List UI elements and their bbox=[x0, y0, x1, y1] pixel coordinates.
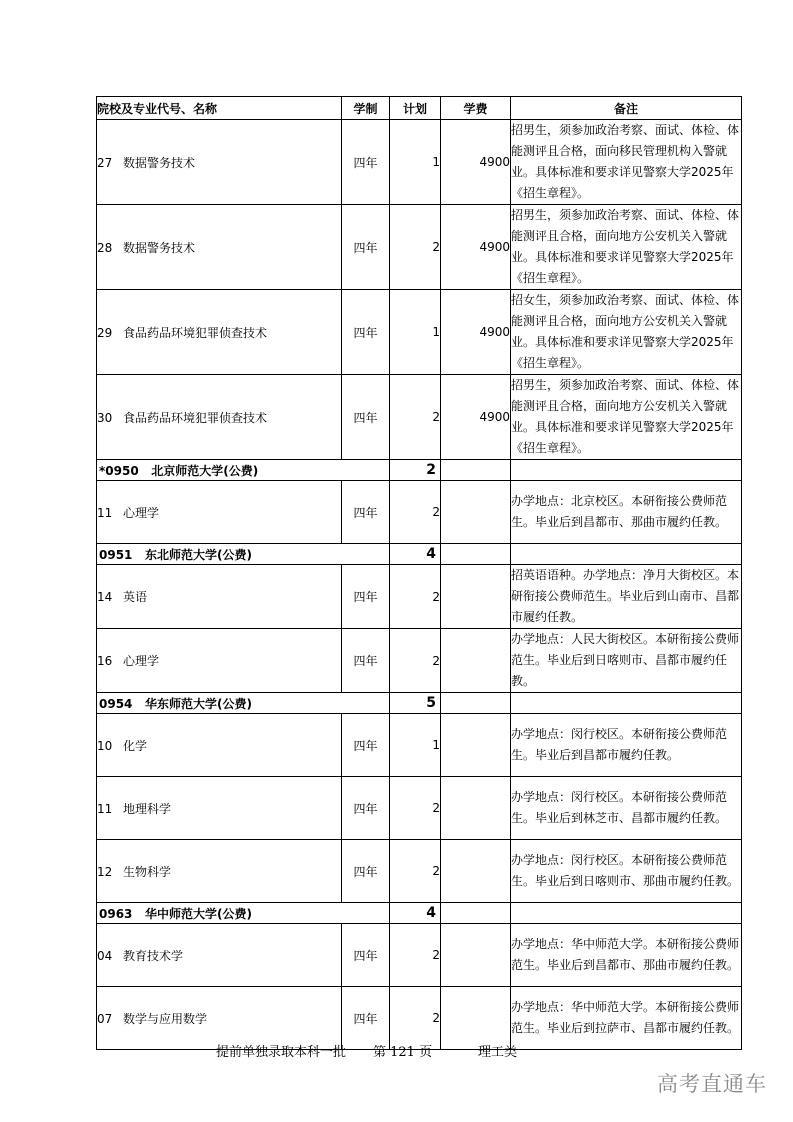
watermark: 高考直通车 bbox=[657, 1072, 767, 1096]
school-plan: 4 bbox=[390, 903, 441, 924]
years-cell: 四年 bbox=[342, 629, 390, 693]
major-name: 化学 bbox=[123, 738, 148, 753]
fee-cell: 4900 bbox=[441, 375, 511, 460]
plan-cell: 2 bbox=[390, 629, 441, 693]
school-code: 0963 bbox=[99, 906, 133, 921]
plan-cell: 2 bbox=[390, 987, 441, 1050]
table-row bbox=[97, 565, 742, 629]
school-name bbox=[97, 460, 390, 481]
header-years: 学制 bbox=[342, 97, 390, 120]
major-cell bbox=[97, 290, 342, 375]
major-code: 11 bbox=[97, 801, 113, 816]
school-title: 华中师范大学(公费) bbox=[144, 906, 252, 921]
major-name: 心理学 bbox=[123, 654, 160, 668]
years-cell: 四年 bbox=[342, 375, 390, 460]
plan-cell: 2 bbox=[390, 375, 441, 460]
major-code: 12 bbox=[97, 864, 113, 879]
school-note bbox=[511, 460, 742, 481]
table-row bbox=[97, 481, 742, 544]
note-cell: 招女生，须参加政治考察、面试、体检、体能测评且合格，面向地方公安机关入警就业。具体标准和要求详见警察大学2025年《招生章程》。 bbox=[511, 290, 742, 375]
admission-plan-table bbox=[96, 96, 742, 1050]
school-name bbox=[97, 544, 390, 565]
major-code: 27 bbox=[97, 155, 113, 170]
years-cell: 四年 bbox=[342, 987, 390, 1050]
school-plan: 5 bbox=[390, 693, 441, 714]
years-cell: 四年 bbox=[342, 481, 390, 544]
school-title: 华东师范大学(公费) bbox=[144, 696, 252, 711]
table-header-row bbox=[97, 97, 742, 120]
school-title: 东北师范大学(公费) bbox=[144, 547, 252, 562]
school-row bbox=[97, 903, 742, 924]
years-cell: 四年 bbox=[342, 714, 390, 777]
school-code: 0954 bbox=[99, 696, 133, 711]
fee-cell bbox=[441, 565, 511, 629]
note-cell: 招男生，须参加政治考察、面试、体检、体能测评且合格，面向地方公安机关入警就业。具体标准和要求详见警察大学2025年《招生章程》。 bbox=[511, 205, 742, 290]
footer-batch: 提前单独录取本科一批 bbox=[216, 1045, 347, 1060]
major-code: 16 bbox=[97, 654, 113, 668]
fee-cell bbox=[441, 924, 511, 987]
plan-cell: 2 bbox=[390, 205, 441, 290]
fee-cell bbox=[441, 777, 511, 840]
major-name: 数学与应用数学 bbox=[123, 1011, 208, 1026]
plan-cell: 1 bbox=[390, 714, 441, 777]
fee-cell: 4900 bbox=[441, 290, 511, 375]
fee-cell bbox=[441, 629, 511, 693]
plan-cell: 2 bbox=[390, 777, 441, 840]
school-note bbox=[511, 903, 742, 924]
fee-cell bbox=[441, 714, 511, 777]
major-cell bbox=[97, 629, 342, 693]
fee-cell: 4900 bbox=[441, 120, 511, 205]
note-cell: 办学地点：华中师范大学。本研衔接公费师范生。毕业后到拉萨市、昌都市履约任教。 bbox=[511, 987, 742, 1050]
note-cell: 办学地点：闵行校区。本研衔接公费师范生。毕业后到昌都市履约任教。 bbox=[511, 714, 742, 777]
table-row bbox=[97, 777, 742, 840]
school-fee bbox=[441, 903, 511, 924]
years-cell: 四年 bbox=[342, 565, 390, 629]
plan-cell: 2 bbox=[390, 924, 441, 987]
plan-cell: 2 bbox=[390, 481, 441, 544]
major-code: 28 bbox=[97, 240, 113, 255]
major-code: 07 bbox=[97, 1011, 113, 1026]
major-name: 英语 bbox=[123, 590, 148, 604]
major-code: 04 bbox=[97, 948, 113, 963]
note-cell: 办学地点：闵行校区。本研衔接公费师范生。毕业后到林芝市、昌都市履约任教。 bbox=[511, 777, 742, 840]
major-cell bbox=[97, 714, 342, 777]
header-plan: 计划 bbox=[390, 97, 441, 120]
note-cell: 招男生，须参加政治考察、面试、体检、体能测评且合格，面向地方公安机关入警就业。具体标准和要求详见警察大学2025年《招生章程》。 bbox=[511, 375, 742, 460]
plan-cell: 2 bbox=[390, 840, 441, 903]
major-cell bbox=[97, 205, 342, 290]
major-name: 数据警务技术 bbox=[123, 155, 196, 170]
plan-cell: 2 bbox=[390, 565, 441, 629]
major-name: 生物科学 bbox=[123, 864, 172, 879]
school-plan: 4 bbox=[390, 544, 441, 565]
major-name: 食品药品环境犯罪侦查技术 bbox=[123, 410, 268, 425]
major-code: 10 bbox=[97, 738, 113, 753]
major-code: 11 bbox=[97, 505, 113, 520]
major-cell bbox=[97, 375, 342, 460]
fee-cell: 4900 bbox=[441, 205, 511, 290]
major-cell bbox=[97, 924, 342, 987]
major-code: 14 bbox=[97, 590, 113, 604]
major-name: 数据警务技术 bbox=[123, 240, 196, 255]
table-row bbox=[97, 840, 742, 903]
header-note: 备注 bbox=[511, 97, 742, 120]
header-fee: 学费 bbox=[441, 97, 511, 120]
plan-cell: 1 bbox=[390, 290, 441, 375]
major-code: 30 bbox=[97, 410, 113, 425]
school-fee bbox=[441, 460, 511, 481]
years-cell: 四年 bbox=[342, 120, 390, 205]
footer-page-number: 第 121 页 bbox=[373, 1045, 433, 1060]
major-name: 心理学 bbox=[123, 505, 160, 520]
school-row bbox=[97, 460, 742, 481]
table-row bbox=[97, 120, 742, 205]
major-name: 教育技术学 bbox=[123, 948, 184, 963]
major-code: 29 bbox=[97, 325, 113, 340]
school-name bbox=[97, 693, 390, 714]
note-cell: 办学地点：人民大街校区。本研衔接公费师范生。毕业后到日喀则市、昌都市履约任教。 bbox=[511, 629, 742, 693]
table-row bbox=[97, 629, 742, 693]
table-row bbox=[97, 375, 742, 460]
school-row bbox=[97, 693, 742, 714]
header-school-major: 院校及专业代号、名称 bbox=[97, 97, 342, 120]
major-cell bbox=[97, 565, 342, 629]
major-cell bbox=[97, 777, 342, 840]
note-cell: 办学地点：闵行校区。本研衔接公费师范生。毕业后到日喀则市、那曲市履约任教。 bbox=[511, 840, 742, 903]
footer-category: 理工类 bbox=[478, 1045, 518, 1060]
major-cell bbox=[97, 481, 342, 544]
major-cell bbox=[97, 120, 342, 205]
note-cell: 办学地点：北京校区。本研衔接公费师范生。毕业后到昌都市、那曲市履约任教。 bbox=[511, 481, 742, 544]
school-fee bbox=[441, 544, 511, 565]
school-plan: 2 bbox=[390, 460, 441, 481]
years-cell: 四年 bbox=[342, 924, 390, 987]
table-row bbox=[97, 714, 742, 777]
major-name: 食品药品环境犯罪侦查技术 bbox=[123, 325, 268, 340]
major-cell bbox=[97, 840, 342, 903]
table-row bbox=[97, 205, 742, 290]
note-cell: 招英语语种。办学地点：净月大街校区。本研衔接公费师范生。毕业后到山南市、昌都市履约任教。 bbox=[511, 565, 742, 629]
note-cell: 招男生，须参加政治考察、面试、体检、体能测评且合格，面向移民管理机构入警就业。具体标准和要求详见警察大学2025年《招生章程》。 bbox=[511, 120, 742, 205]
table-row bbox=[97, 924, 742, 987]
note-cell: 办学地点：华中师范大学。本研衔接公费师范生。毕业后到昌都市、那曲市履约任教。 bbox=[511, 924, 742, 987]
school-note bbox=[511, 544, 742, 565]
school-note bbox=[511, 693, 742, 714]
school-name bbox=[97, 903, 390, 924]
table-row bbox=[97, 290, 742, 375]
fee-cell bbox=[441, 481, 511, 544]
fee-cell bbox=[441, 840, 511, 903]
school-code: *0950 bbox=[99, 463, 139, 478]
years-cell: 四年 bbox=[342, 290, 390, 375]
years-cell: 四年 bbox=[342, 205, 390, 290]
school-fee bbox=[441, 693, 511, 714]
school-code: 0951 bbox=[99, 547, 133, 562]
major-name: 地理科学 bbox=[123, 801, 172, 816]
years-cell: 四年 bbox=[342, 840, 390, 903]
years-cell: 四年 bbox=[342, 777, 390, 840]
school-title: 北京师范大学(公费) bbox=[151, 463, 259, 478]
school-row bbox=[97, 544, 742, 565]
plan-cell: 1 bbox=[390, 120, 441, 205]
